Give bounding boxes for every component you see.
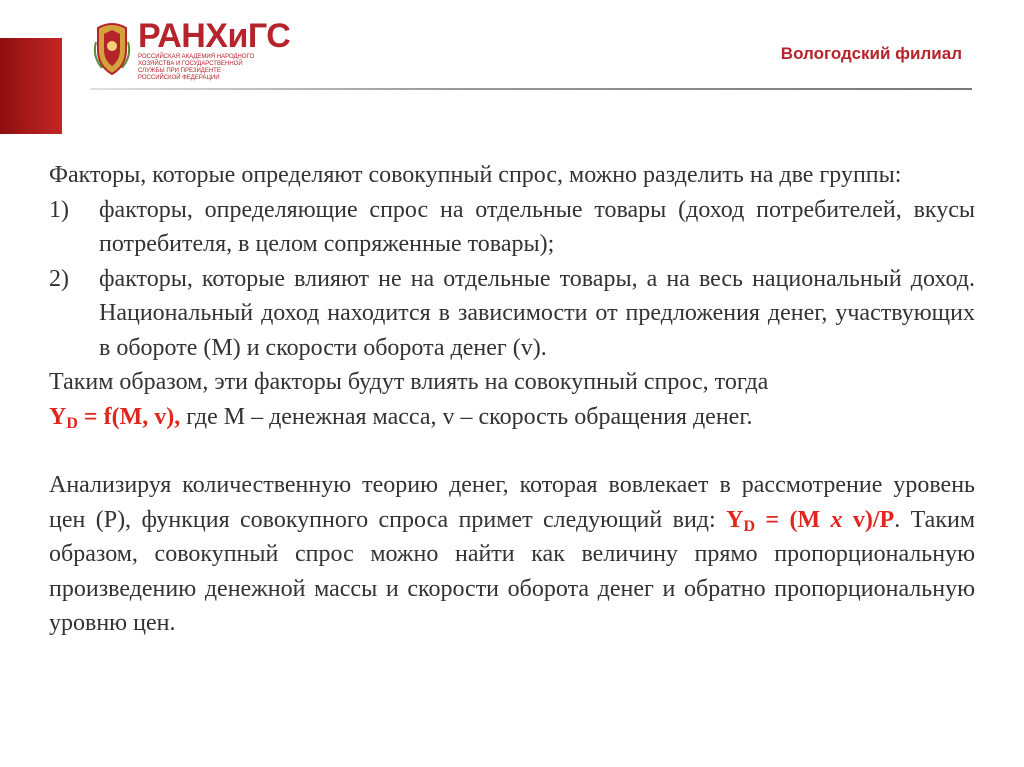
formula-subscript: D: [66, 414, 78, 432]
list-text: факторы, которые влияют не на отдельные товары, а на весь национальный доход. Национальный доход находится в зависимости от предложения денег, участвующих в обороте (М) и скорости оборота денег (v).: [99, 265, 975, 361]
conclusion-line: Таким образом, эти факторы будут влиять на совокупный спрос, тогда: [49, 369, 769, 395]
brand-logo: [138, 18, 290, 82]
formula2-subscript: D: [743, 517, 755, 535]
formula-line: [49, 400, 975, 435]
formula2-expression-b: v)/P: [842, 506, 895, 533]
formula-y: Y: [49, 403, 67, 430]
branch-title: Вологодский филиал: [780, 44, 962, 63]
list-item: [49, 193, 975, 262]
list-item: [49, 262, 975, 366]
brand-subtitle: РОССИЙСКАЯ АКАДЕМИЯ НАРОДНОГО ХОЗЯЙСТВА И ГОСУДАРСТВЕННОЙ СЛУЖБЫ ПРИ ПРЕЗИДЕНТЕ РОССИЙСКОЙ ФЕДЕРАЦИИ: [138, 54, 255, 81]
formula2-y: Y: [726, 506, 744, 533]
formula-explanation: где М – денежная масса, v – скорость обращения денег.: [180, 403, 753, 430]
emblem-icon: [92, 20, 132, 76]
analysis-paragraph: [49, 468, 975, 641]
slide-body: [49, 158, 975, 641]
brand-name: РАНХиГС: [138, 17, 291, 55]
list-number: 2): [49, 265, 69, 292]
intro-paragraph: Факторы, которые определяют совокупный спрос, можно разделить на две группы:: [49, 162, 902, 188]
formula-expression: = f(M, v),: [77, 403, 181, 430]
analysis-end: . Таким образом, совокупный спрос можно найти как величину прямо пропорциональную произведению денежной массы и скорости оборота денег и обратно пропорциональную уровню цен.: [49, 506, 976, 636]
analysis-start: Анализируя количественную теорию денег, которая вовлекает в рассмотрение уровень цен (Р), функция совокупного спроса примет следующий вид:: [49, 472, 975, 533]
list-number: 1): [49, 196, 69, 223]
formula2-multiply: x: [830, 506, 843, 533]
red-accent-bar: [0, 38, 62, 134]
header-divider: [90, 88, 972, 90]
list-text: факторы, определяющие спрос на отдельные товары (доход потребителей, вкусы потребителя, в целом сопряженные товары);: [99, 196, 975, 257]
formula2-expression-a: = (M: [755, 506, 831, 533]
